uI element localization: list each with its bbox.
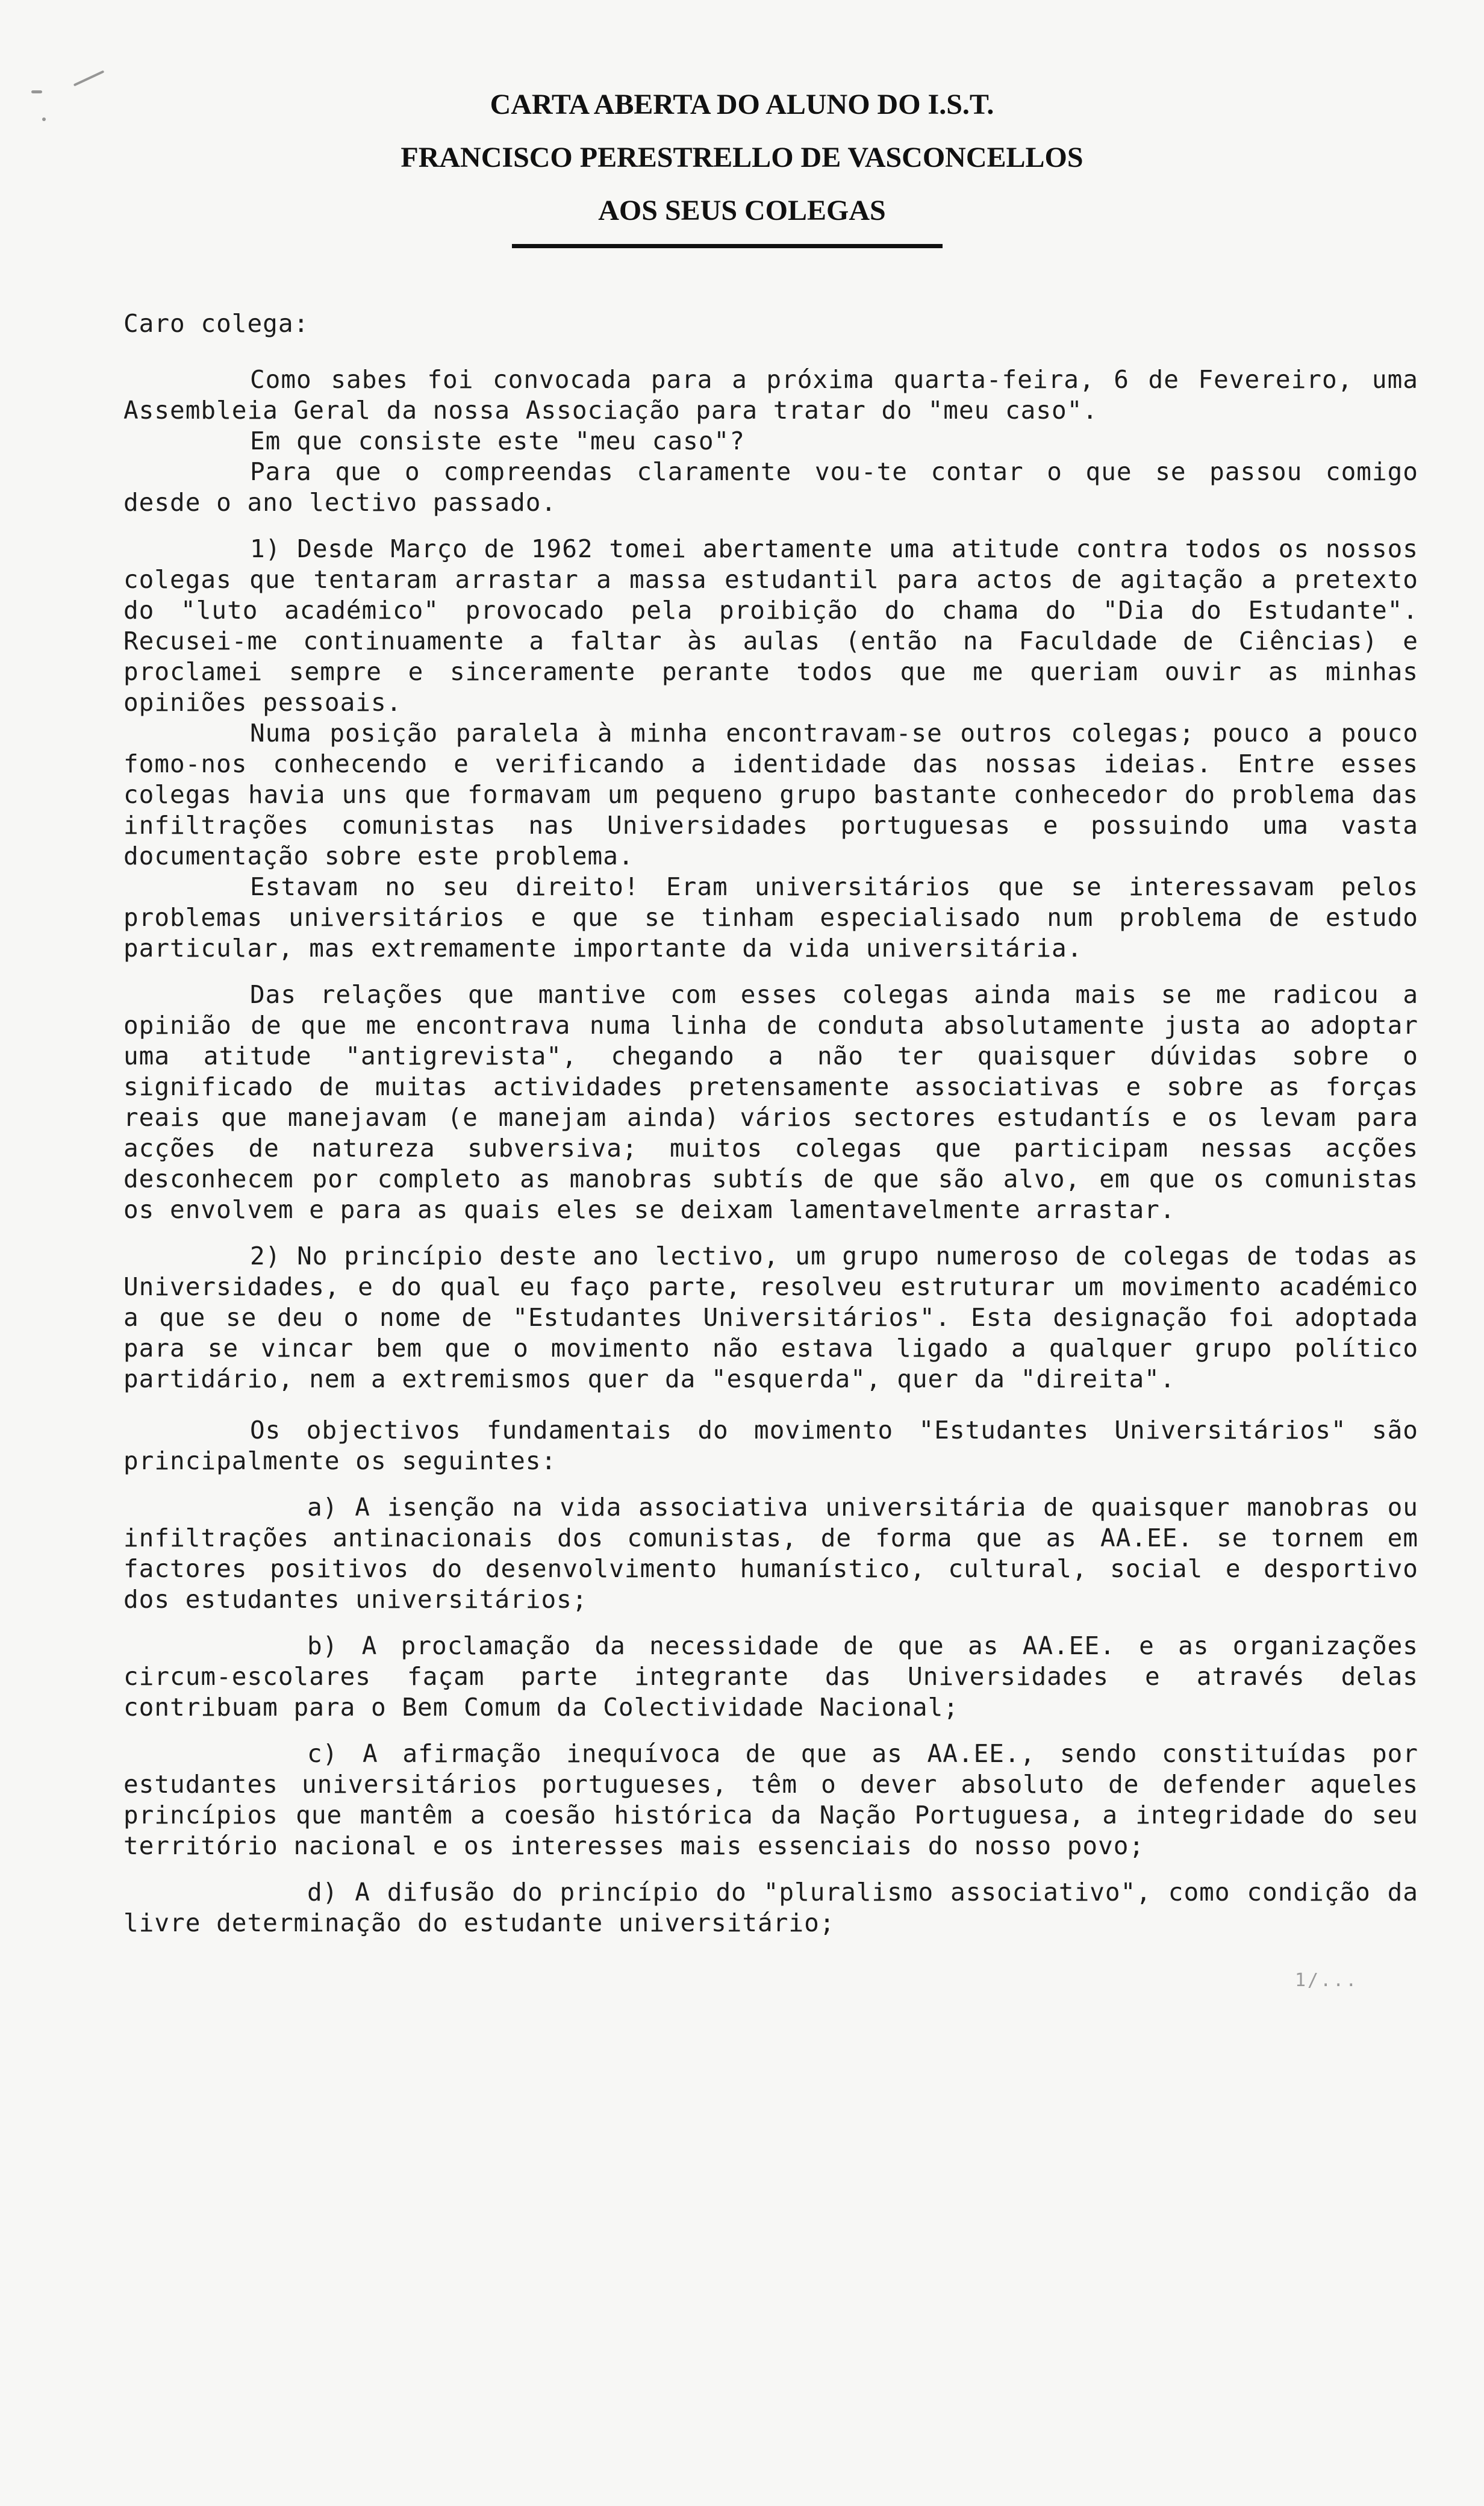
paragraph-relations: Das relações que mantive com esses colegas ainda mais se me radicou a opinião de que me encontrava numa linha de conduta absolutamente justa ao adoptar uma atitude "antigrevista", chegando a não ter quaisquer dúvidas sobre o significado de muitas actividades pretensamente associativas e sobre as forças reais que manejavam (e manejam ainda) vários sectores estudantís e os levam para acções de natureza subversiva; muitos colegas que participam nessas acções desconhecem por completo as manobras subtís de que são alvo, em que os comunistas os envolvem e para as quais eles se deixam lamentavelmente arrastar. [123,980,1418,1224]
paragraph-question: Em que consiste este "meu caso"? [250,427,745,455]
letter-body [123,308,1418,1939]
page-stamp: 1/... [1295,1970,1359,1991]
objective-item-a: a) A isenção na vida associativa universitária de quaisquer manobras ou infiltrações antinacionais dos comunistas, de forma que as AA.EE. se tornem em factores positivos do desenvolvimento humanístico, cultural, social e desportivo dos estudantes universitários; [123,1493,1418,1614]
salutation: Caro colega: [123,309,310,338]
paragraph-convocation: Como sabes foi convocada para a próxima quarta-feira, 6 de Fevereiro, uma Assembleia Geral da nossa Associação para tratar do "meu caso". [123,365,1418,425]
document-title [0,78,1484,237]
paragraph-intro: Para que o compreendas claramente vou-te contar o que se passou comigo desde o ano lectivo passado. [123,457,1418,517]
title-line-3: AOS SEUS COLEGAS [598,195,886,227]
paragraph-point-2: 2) No princípio deste ano lectivo, um grupo numeroso de colegas de todas as Universidades, e do qual eu faço parte, resolveu estruturar um movimento académico a que se deu o nome de "Estudantes Universitários". Esta designação foi adoptada para se vincar bem que o movimento não estava ligado a qualquer grupo político partidário, nem a extremismos quer da "esquerda", quer da "direita". [123,1242,1418,1393]
paragraph-parallel-position: Numa posição paralela à minha encontravam-se outros colegas; pouco a pouco fomo-nos conhecendo e verificando a identidade das nossas ideias. Entre esses colegas havia uns que formavam um pequeno grupo bastante conhecedor do problema das infiltrações comunistas nas Universidades portuguesas e possuindo uma vasta documentação sobre este problema. [123,719,1418,870]
paragraph-objectives: Os objectivos fundamentais do movimento "Estudantes Universitários" são principalmente os seguintes: [123,1416,1418,1475]
title-underline [512,244,943,248]
paragraph-point-1: 1) Desde Março de 1962 tomei abertamente uma atitude contra todos os nossos colegas que tentaram arrastar a massa estudantil para actos de agitação a pretexto do "luto académico" provocado pela proibição do chama do "Dia do Estudante". Recusei-me continuamente a faltar às aulas (então na Faculdade de Ciências) e proclamei sempre e sinceramente perante todos que me queriam ouvir as minhas opiniões pessoais. [123,534,1418,717]
objective-item-b: b) A proclamação da necessidade de que as AA.EE. e as organizações circum-escolares façam parte integrante das Universidades e através delas contribuam para o Bem Comum da Colectividade Nacional; [123,1631,1418,1722]
title-line-2: FRANCISCO PERESTRELLO DE VASCONCELLOS [401,142,1083,173]
objective-item-d: d) A difusão do princípio do "pluralismo associativo", como condição da livre determinação do estudante universitário; [123,1878,1418,1937]
paragraph-their-right: Estavam no seu direito! Eram universitários que se interessavam pelos problemas universitários e que se tinham especialisado num problema de estudo particular, mas extremamente importante da vida universitária. [123,872,1418,963]
objective-item-c: c) A afirmação inequívoca de que as AA.EE., sendo constituídas por estudantes universitários portugueses, têm o dever absoluto de defender aqueles princípios que mantêm a coesão histórica da Nação Portuguesa, a integridade do seu território nacional e os interesses mais essenciais do nosso povo; [123,1739,1418,1860]
title-line-1: CARTA ABERTA DO ALUNO DO I.S.T. [490,89,994,120]
